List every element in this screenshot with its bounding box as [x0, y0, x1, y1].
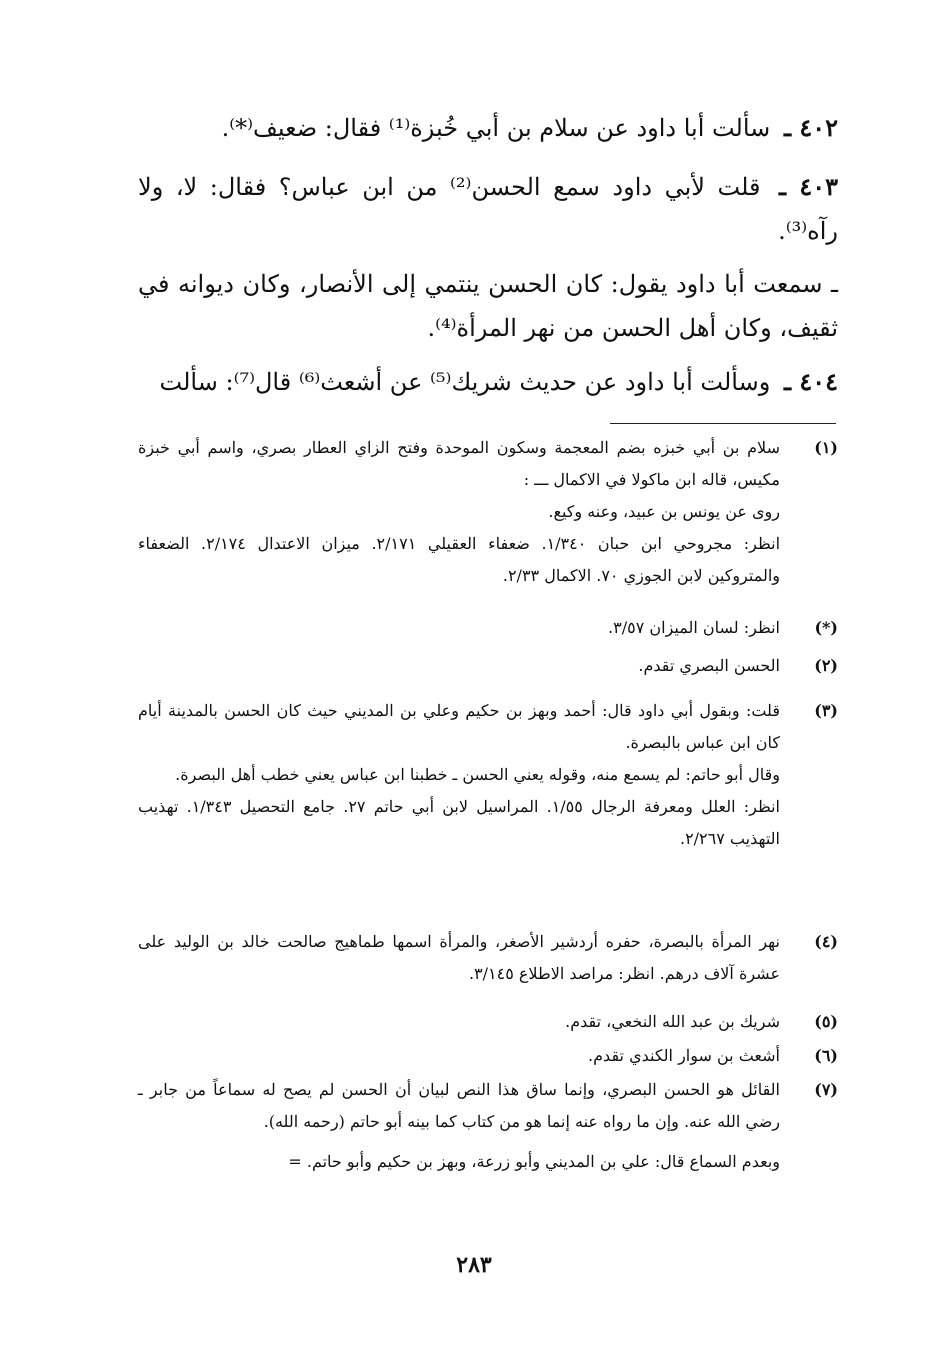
footnote-subtext: روى عن يونس بن عبيد، وعنه وكيع. [548, 502, 780, 521]
entry-403-continuation [138, 262, 838, 350]
footnote-text: انظر: لسان الميزان ٣/٥٧. [608, 618, 780, 637]
entry-text: ـ سمعت أبا داود يقول: كان الحسن ينتمي إلى الأنصار، وكان ديوانه في ثقيف، وكان أهل الحسن من نهر المرأة⁽⁴⁾. [138, 270, 838, 342]
entry-text: وسألت أبا داود عن حديث شريك⁽⁵⁾ عن أشعث⁽⁶⁾ قال⁽⁷⁾: سألت [159, 368, 771, 396]
footnote-number: (٣) [814, 701, 838, 720]
entry-403 [138, 165, 838, 253]
footnote-text: سلام بن أبي خبزه بضم المعجمة وسكون الموحدة وفتح الزاي العطار بصري، واسم أبي خبزة مكيس، قاله ابن ماكولا في الاكمال ـــ : [138, 438, 781, 489]
footnote-number: (٢) [814, 656, 838, 675]
entry-number: ٤٠٤ ـ [783, 367, 838, 396]
footnote-1 [138, 432, 838, 592]
footnote-text: الحسن البصري تقدم. [638, 656, 780, 675]
footnote-divider [610, 423, 836, 424]
entry-number: ٤٠٢ ـ [783, 113, 838, 142]
footnote-2 [138, 650, 838, 682]
footnote-text: القائل هو الحسن البصري، وإنما ساق هذا النص لبيان أن الحسن لم يصح له سماعاً من جابر ـ رضي الله عنه. وإن ما رواه عنه إنما هو من كتاب كما بينه أبو حاتم (رحمه الله). [138, 1080, 780, 1131]
footnote-5 [138, 1006, 838, 1038]
footnote-number: (٥) [814, 1012, 838, 1031]
footnote-3 [138, 695, 838, 855]
footnote-6 [138, 1040, 838, 1072]
footnote-text: شريك بن عبد الله النخعي، تقدم. [565, 1012, 780, 1031]
footnote-number: (٤) [814, 932, 838, 951]
footnote-number: (١) [814, 438, 838, 457]
page-number: ٢٨٣ [456, 1252, 492, 1278]
entry-number: ٤٠٣ ـ [779, 172, 838, 201]
footnote-star [138, 612, 838, 644]
footnote-number: (٧) [814, 1080, 838, 1099]
entry-404 [138, 360, 838, 404]
entry-text: سألت أبا داود عن سلام بن أبي خُبزة⁽¹⁾ فقال: ضعيف⁽*⁾. [221, 114, 771, 142]
footnote-subtext: انظر: العلل ومعرفة الرجال ١/٥٥. المراسيل لابن أبي حاتم ٢٧. جامع التحصيل ١/٣٤٣. تهذيب التهذيب ٢/٢٦٧. [138, 797, 780, 848]
footnote-4 [138, 926, 838, 990]
footnote-text: قلت: وبقول أبي داود قال: أحمد وبهز بن حكيم وعلي بن المديني حيث كان الحسن بالمدينة أيام كان ابن عباس بالبصرة. [138, 701, 780, 752]
footnote-text: نهر المرأة بالبصرة، حفره أردشير الأصغر، والمرأة اسمها طماهيج صالحت خالد بن الوليد على عشرة آلاف درهم. انظر: مراصد الاطلاع ٣/١٤٥. [138, 932, 781, 983]
footnote-7 [138, 1074, 838, 1178]
footnote-subtext: انظر: مجروحي ابن حبان ١/٣٤٠. ضعفاء العقيلي ٢/١٧١. ميزان الاعتدال ٢/١٧٤. الضعفاء والمتروكين لابن الجوزي ٧٠. الاكمال ٢/٣٣. [138, 534, 781, 585]
footnote-subtext: وقال أبو حاتم: لم يسمع منه، وقوله يعني الحسن ـ خطبنا ابن عباس يعني خطب أهل البصرة. [175, 765, 780, 784]
entry-402 [138, 106, 838, 150]
footnote-text: أشعث بن سوار الكندي تقدم. [588, 1046, 780, 1065]
footnote-number: (٦) [814, 1046, 838, 1065]
footnote-subtext: وبعدم السماع قال: علي بن المديني وأبو زرعة، وبهز بن حكيم وأبو حاتم. = [288, 1152, 780, 1171]
entry-text: قلت لأبي داود سمع الحسن⁽²⁾ من ابن عباس؟ فقال: لا، ولا رآه⁽³⁾. [138, 173, 838, 245]
footnote-number: (*) [814, 618, 838, 637]
